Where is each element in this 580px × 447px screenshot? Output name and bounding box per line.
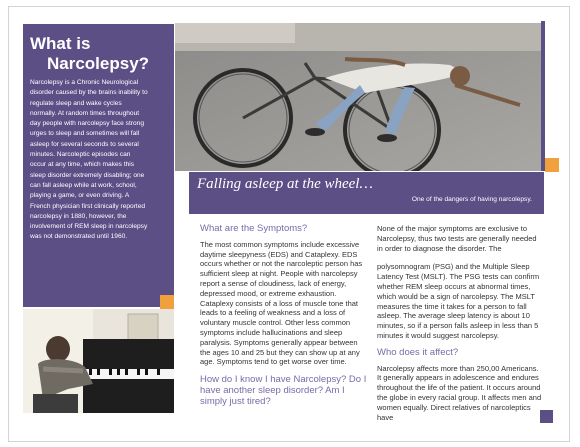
question-heading: How do I know I have Narcolepsy? Do I have another sleep disorder? Am I simply just tired? xyxy=(200,374,367,408)
article-right-column xyxy=(377,224,544,422)
article-left-column xyxy=(200,224,368,407)
orange-accent-square xyxy=(545,158,559,172)
sidebar xyxy=(23,24,154,307)
sidebar-title-line1: What is xyxy=(30,34,91,53)
sidebar-title-line2: Narcolepsy? xyxy=(47,54,150,73)
accent-bar xyxy=(541,21,545,171)
banner-subtitle: One of the dangers of having narcolepsy. xyxy=(411,196,532,203)
diagnosis-text: None of the major symptoms are exclusive to Narcolepsy, thus two tests are generally needed in order to diagnose the disorder. The xyxy=(377,224,537,253)
caption-banner xyxy=(189,172,544,214)
sidebar-strip xyxy=(154,24,174,307)
purple-accent-square xyxy=(540,410,553,423)
tests-text: polysomnogram (PSG) and the Multiple Sleep Latency Test (MSLT). The PSG tests can confirm whether REM sleep occurs at abnormal times, which would be a sign of narcolepsy. The MSLT measures the time it takes for a person to fall asleep. The average sleep latency is about 10 minutes, so if a person falls asleep in less than 5 minutes it would suggest narcolepsy. xyxy=(377,262,540,340)
sidebar-title xyxy=(30,34,148,74)
symptoms-body: The most common symptoms include excessive daytime sleepyness (EDS) and Cataplexy. EDS occurs whether or not the narcoleptic person has sufficient sleep at night. People with narcolepsy report a sense of cloudiness, lack of energy, depressed mood, or extreme exhaustion. Cataplexy consists of a loss of muscle tone that leads to a feeling of weakness and a loss of voluntary muscle control. Other less common symptoms include hallucinations and sleep paralysis. Symptoms generally appear between the ages 10 and 25 but they can show up at any age. Symptoms tend to get worse over time. xyxy=(200,239,363,367)
affect-heading: Who does it affect? xyxy=(377,346,459,358)
affect-body: Narcolepsy affects more than 250,00 Americans. It generally appears in adolescence and endures throughout the life of the patient. It occurs around the globe in every racial group. It affects men and women equally. Direct relatives of narcoleptics have xyxy=(377,363,542,422)
piano-photo xyxy=(23,309,174,413)
orange-accent-square-2 xyxy=(160,295,174,309)
symptoms-heading: What are the Symptoms? xyxy=(200,223,308,234)
banner-title: Falling asleep at the wheel… xyxy=(197,176,373,192)
cyclist-photo xyxy=(175,23,545,171)
sidebar-body: Narcolepsy is a Chronic Neurological disorder caused by the brains inability to regulate sleep and wake cycles normally. At random times throughout day people with narcolepsy face strong urges to sleep and sometimes will fall asleep for several seconds to several minutes. Narcoleptic episodes can occur at any time, which makes this sleep disorder extremely disabling; one can fall asleep while at work, school, playing a game, or even driving. A French physician first clinically reported narcolepsy in 1880, however, the involvement of REM sleep in narcolepsy was not demonstrated until 1960. xyxy=(30,79,148,241)
